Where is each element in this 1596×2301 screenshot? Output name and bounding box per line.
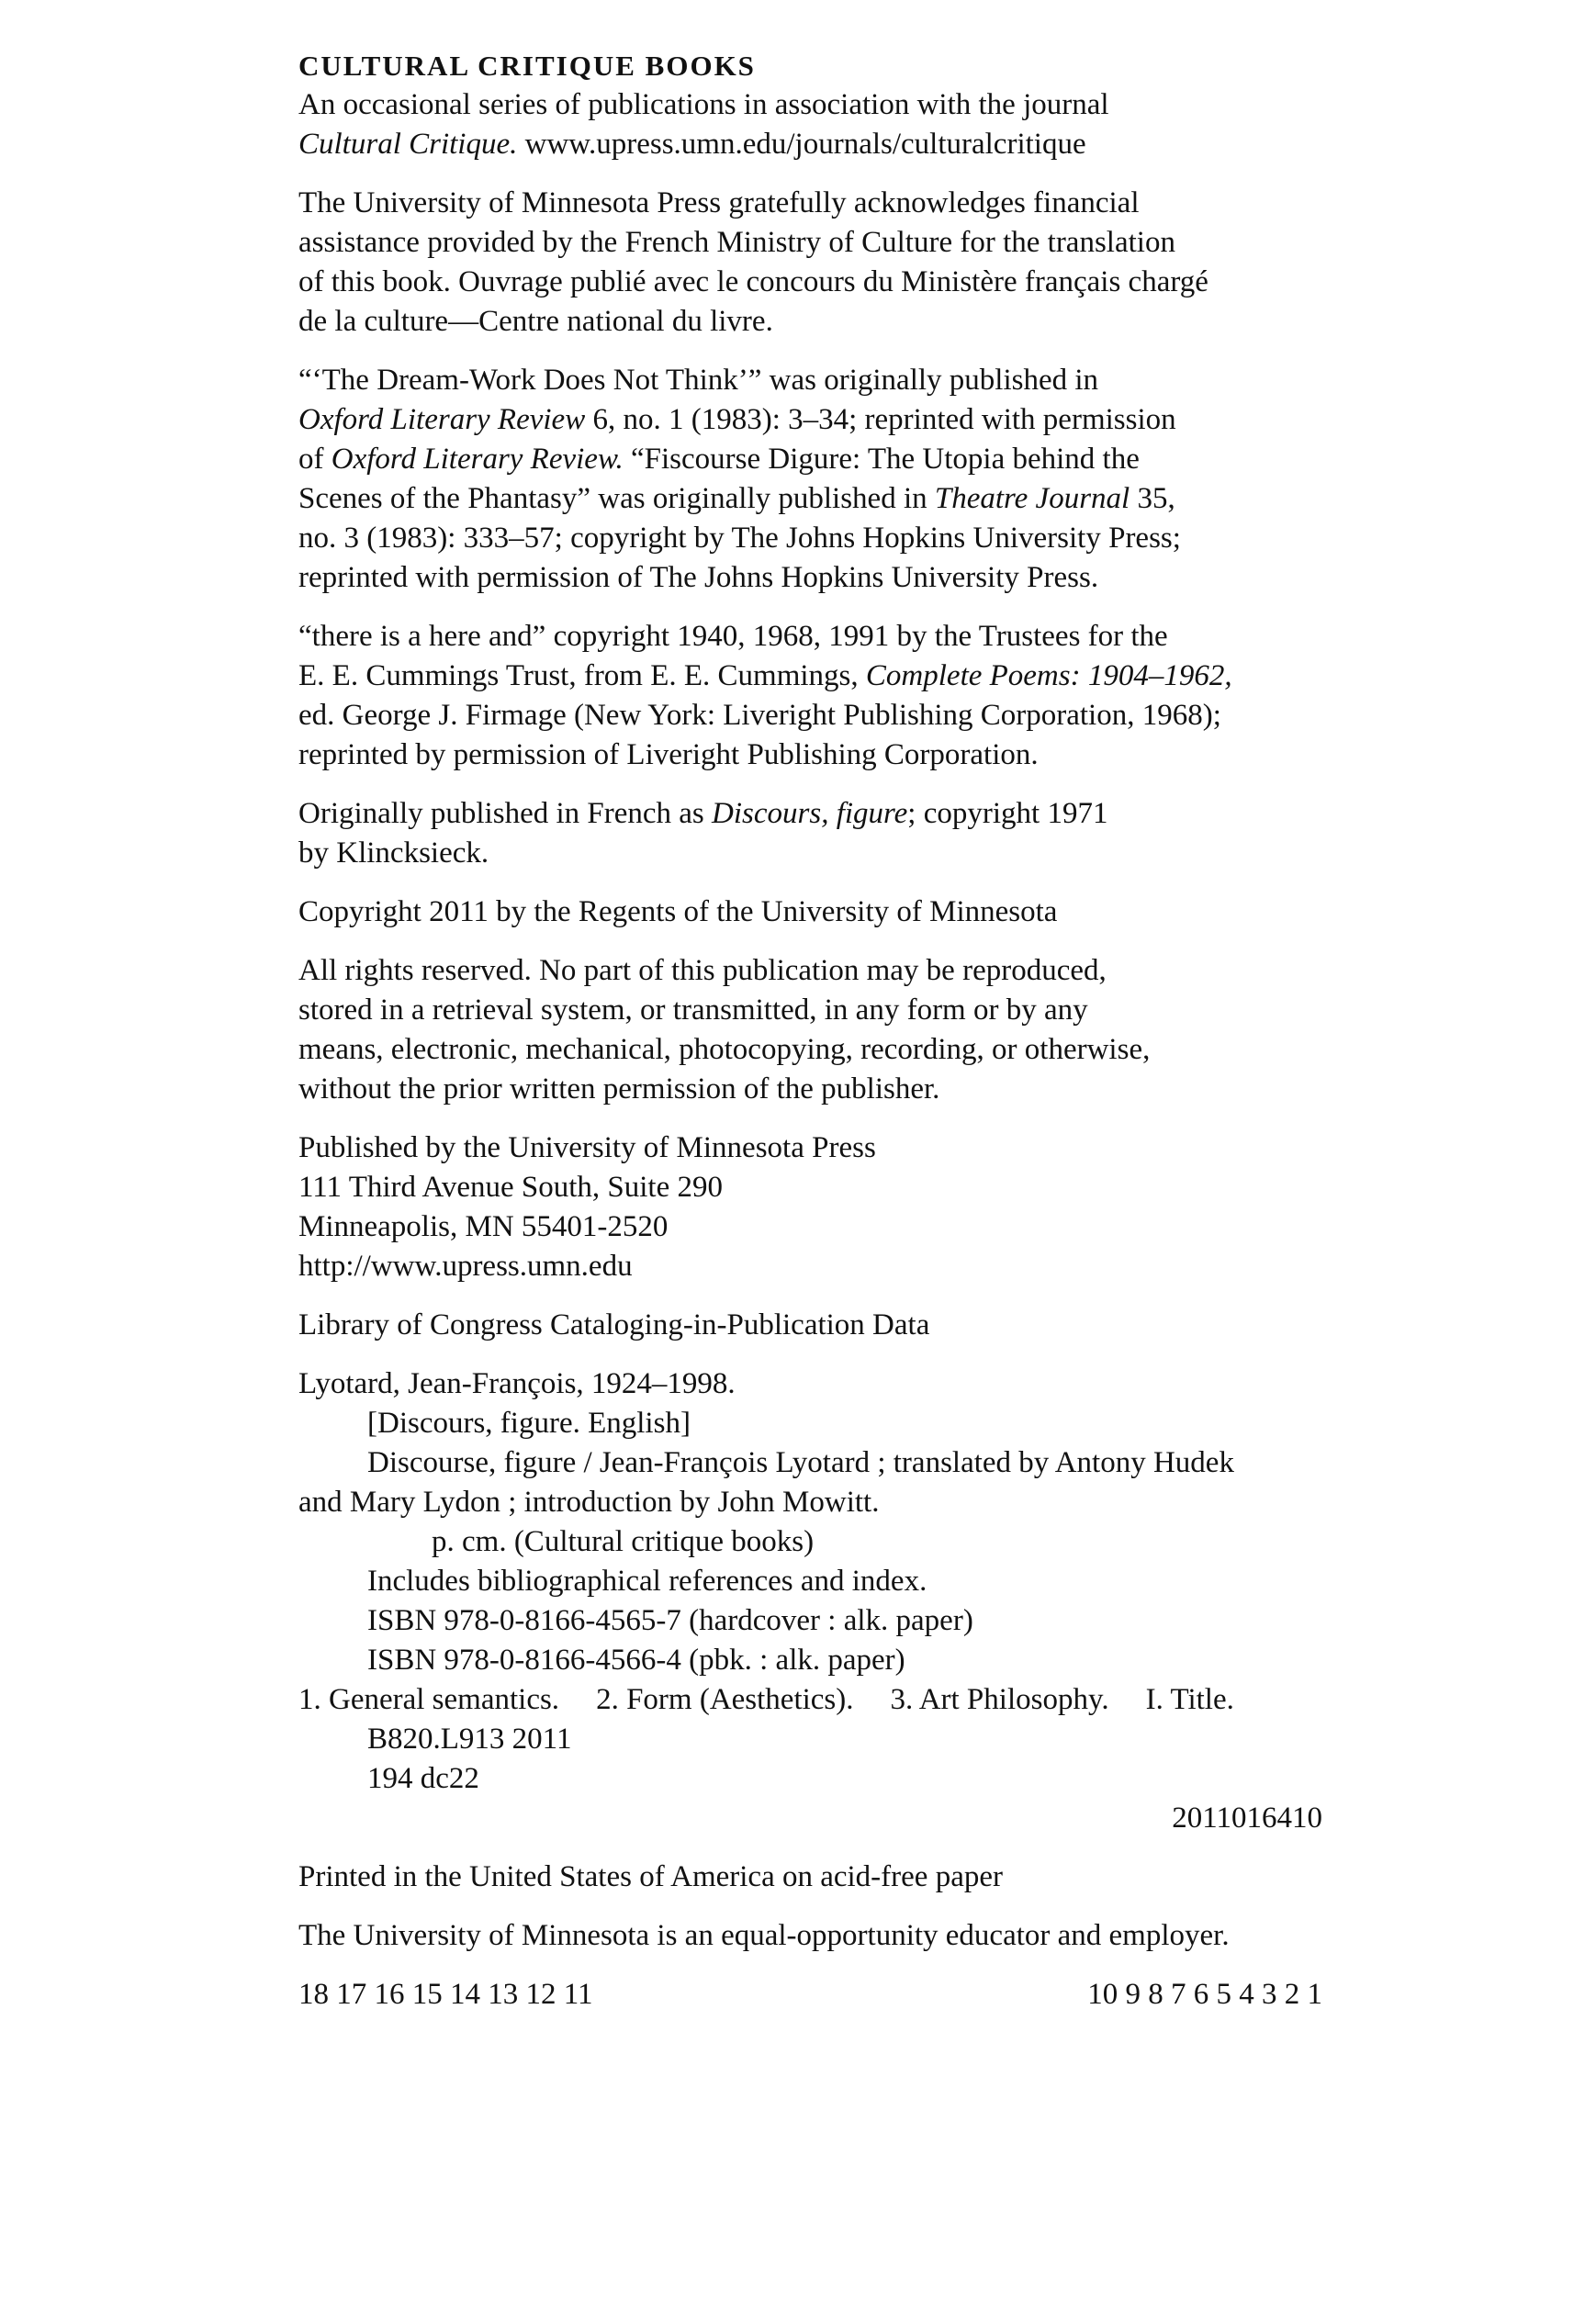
permissions-block-2 [298, 617, 1322, 775]
perm-line: “there is a here and” copyright 1940, 1968, 1991 by the Trustees for the [298, 620, 1168, 653]
perm-text: E. E. Cummings Trust, from E. E. Cummings, [298, 659, 866, 692]
perm-line: “‘The Dream-Work Does Not Think’” was originally published in [298, 364, 1099, 397]
cip-subject: 3. Art Philosophy. [890, 1683, 1109, 1716]
cip-subject: 1. General semantics. [298, 1683, 560, 1716]
original-publication-block [298, 794, 1322, 873]
original-line: by Klincksieck. [298, 836, 489, 870]
acknowledgment-block [298, 184, 1322, 342]
ack-line: assistance provided by the French Ministry of Culture for the translation [298, 226, 1175, 259]
ack-line: de la culture—Centre national du livre. [298, 305, 773, 338]
series-block [298, 46, 1322, 164]
perm-italic: Oxford Literary Review. [331, 443, 624, 476]
print-years: 18 17 16 15 14 13 12 11 [298, 1978, 593, 2011]
perm-line [298, 440, 1322, 479]
perm-text: 6, no. 1 (1983): 3–34; reprinted with permission [585, 403, 1176, 436]
cip-uniform-title: [Discours, figure. English] [367, 1407, 691, 1440]
perm-line: reprinted with permission of The Johns Hopkins University Press. [298, 561, 1099, 594]
rights-line: All rights reserved. No part of this publication may be reproduced, [298, 954, 1107, 987]
cip-author: Lyotard, Jean-François, 1924–1998. [298, 1367, 736, 1400]
cip-notes: Includes bibliographical references and index. [367, 1565, 927, 1598]
perm-line [298, 400, 1322, 440]
copyright-text-column [298, 46, 1322, 2015]
publisher-city: Minneapolis, MN 55401-2520 [298, 1210, 669, 1243]
journal-url: www.upress.umn.edu/journals/culturalcritique [517, 128, 1086, 161]
series-title: CULTURAL CRITIQUE BOOKS [298, 50, 756, 82]
permissions-block-1 [298, 361, 1322, 598]
series-description: An occasional series of publications in association with the journal [298, 88, 1109, 121]
cip-title: Discourse, figure / Jean-François Lyotard ; translated by Antony Hudek [367, 1446, 1234, 1479]
perm-italic: Theatre Journal [934, 482, 1130, 515]
perm-text: of [298, 443, 332, 476]
perm-line: no. 3 (1983): 333–57; copyright by The Johns Hopkins University Press; [298, 522, 1181, 555]
cip-subject: I. Title. [1145, 1683, 1234, 1716]
publisher-line: Published by the University of Minnesota Press [298, 1131, 876, 1164]
original-line [298, 794, 1322, 834]
perm-italic: Complete Poems: 1904–1962, [865, 659, 1232, 692]
perm-line: reprinted by permission of Liveright Publishing Corporation. [298, 738, 1039, 771]
equal-opportunity-block [298, 1916, 1322, 1956]
rights-line: stored in a retrieval system, or transmitted, in any form or by any [298, 993, 1088, 1027]
ack-line: of this book. Ouvrage publié avec le concours du Ministère français chargé [298, 265, 1208, 298]
perm-text: “Fiscourse Digure: The Utopia behind the [623, 443, 1140, 476]
cip-subjects [298, 1680, 1322, 1720]
copyright-line: Copyright 2011 by the Regents of the University of Minnesota [298, 895, 1058, 928]
cip-isbn-paperback: ISBN 978-0-8166-4566-4 (pbk. : alk. paper) [367, 1644, 905, 1677]
cip-subject: 2. Form (Aesthetics). [596, 1683, 854, 1716]
cip-heading-block [298, 1306, 1322, 1345]
original-text: Originally published in French as [298, 797, 713, 830]
original-text: ; copyright 1971 [907, 797, 1108, 830]
rights-line: means, electronic, mechanical, photocopying, recording, or otherwise, [298, 1033, 1151, 1066]
perm-line: ed. George J. Firmage (New York: Liveright Publishing Corporation, 1968); [298, 699, 1221, 732]
equal-opportunity-line: The University of Minnesota is an equal-opportunity educator and employer. [298, 1919, 1230, 1952]
perm-line [298, 657, 1322, 696]
copyright-notice [298, 892, 1322, 932]
cip-block [298, 1364, 1322, 1838]
publisher-block [298, 1128, 1322, 1286]
cip-lccn: 2011016410 [1172, 1802, 1322, 1835]
series-journal-line [298, 125, 1322, 164]
print-line [298, 1975, 1322, 2015]
perm-text: 35, [1130, 482, 1175, 515]
rights-line: without the prior written permission of the publisher. [298, 1072, 940, 1106]
print-numbers: 10 9 8 7 6 5 4 3 2 1 [1087, 1978, 1322, 2011]
cip-isbn-hardcover: ISBN 978-0-8166-4565-7 (hardcover : alk. paper) [367, 1604, 973, 1637]
perm-italic: Oxford Literary Review [298, 403, 586, 436]
ack-line: The University of Minnesota Press gratefully acknowledges financial [298, 186, 1140, 219]
perm-text: Scenes of the Phantasy” was originally published in [298, 482, 935, 515]
original-title: Discours, figure [712, 797, 908, 830]
perm-line [298, 479, 1322, 519]
cip-heading: Library of Congress Cataloging-in-Publication Data [298, 1308, 930, 1341]
publisher-url: http://www.upress.umn.edu [298, 1250, 633, 1283]
rights-block [298, 951, 1322, 1109]
cip-title-cont: and Mary Lydon ; introduction by John Mowitt. [298, 1486, 880, 1519]
printed-block [298, 1858, 1322, 1897]
printed-line: Printed in the United States of America on acid-free paper [298, 1860, 1003, 1893]
cip-class-lc: B820.L913 2011 [367, 1723, 572, 1756]
cip-class-dewey: 194 dc22 [367, 1762, 479, 1795]
journal-title: Cultural Critique. [298, 128, 518, 161]
cip-physical: p. cm. (Cultural critique books) [432, 1525, 815, 1558]
publisher-address: 111 Third Avenue South, Suite 290 [298, 1171, 723, 1204]
